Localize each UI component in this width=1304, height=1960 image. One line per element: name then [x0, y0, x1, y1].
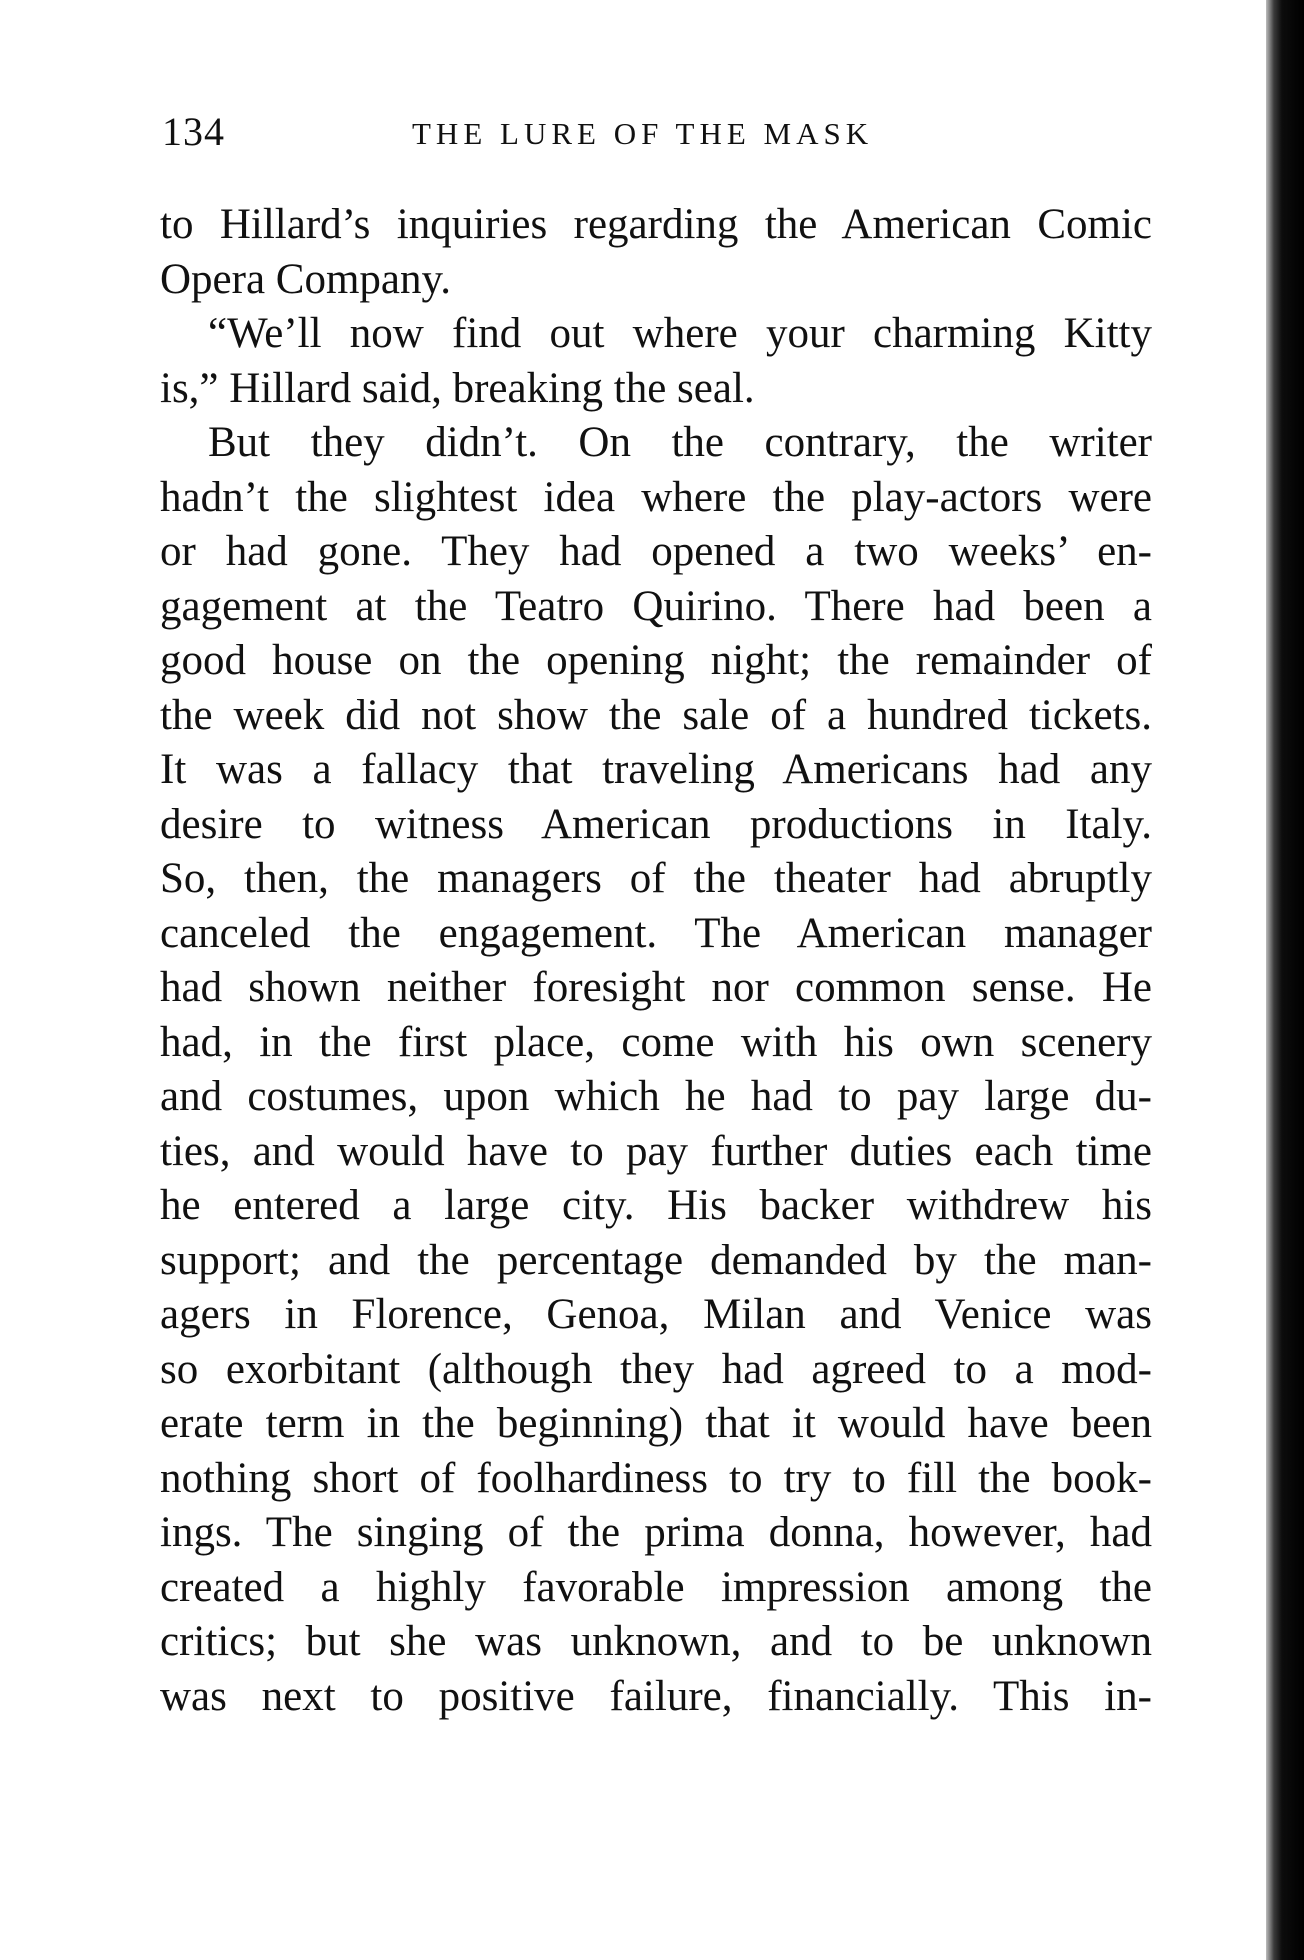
text-line: critics; but she was unknown, and to be unknown — [160, 1618, 1152, 1665]
text-line: hadn’t the slightest idea where the play-actors were — [160, 473, 1152, 521]
text-line: So, then, the managers of the theater had abruptly — [160, 855, 1152, 902]
text-line: is,” Hillard said, breaking the seal. — [160, 364, 755, 412]
text-line: created a highly favorable impression among the — [160, 1563, 1152, 1611]
text-line: ties, and would have to pay further duties each time — [160, 1127, 1152, 1175]
text-line: support; and the percentage demanded by the man- — [160, 1236, 1152, 1284]
text-line: and costumes, upon which he had to pay large du- — [160, 1073, 1152, 1120]
text-line: nothing short of foolhardiness to try to fill the book- — [160, 1454, 1152, 1502]
text-line: ings. The singing of the prima donna, however, had — [160, 1509, 1152, 1556]
text-line: had shown neither foresight nor common sense. He — [160, 964, 1152, 1011]
text-line: was next to positive failure, financially. This in- — [160, 1672, 1152, 1720]
text-line: good house on the opening night; the remainder of — [160, 637, 1152, 684]
text-line: so exorbitant (although they had agreed to a mod- — [160, 1345, 1152, 1393]
text-line: But they didn’t. On the contrary, the writer — [208, 419, 1152, 466]
text-line: the week did not show the sale of a hundred tickets. — [160, 691, 1152, 739]
page-number: 134 — [162, 109, 225, 154]
text-line: erate term in the beginning) that it would have been — [160, 1400, 1152, 1447]
body-text — [160, 198, 1152, 1724]
text-line: It was a fallacy that traveling Americans had any — [160, 746, 1152, 793]
text-line: canceled the engagement. The American manager — [160, 909, 1152, 957]
text-line: gagement at the Teatro Quirino. There had been a — [160, 582, 1152, 630]
text-line: he entered a large city. His backer withdrew his — [160, 1182, 1152, 1229]
text-line: agers in Florence, Genoa, Milan and Venice was — [160, 1291, 1152, 1338]
text-line: or had gone. They had opened a two weeks’ en- — [160, 528, 1152, 575]
page-header — [162, 108, 1132, 168]
text-line: “We’ll now find out where your charming Kitty — [208, 310, 1152, 357]
text-line: desire to witness American productions in Italy. — [160, 800, 1152, 848]
text-line: to Hillard’s inquiries regarding the American Comic — [160, 201, 1152, 248]
running-title: THE LURE OF THE MASK — [412, 116, 874, 151]
text-line: had, in the first place, come with his own scenery — [160, 1018, 1152, 1066]
text-line: Opera Company. — [160, 255, 451, 303]
scan-binding-edge — [1266, 0, 1304, 1960]
